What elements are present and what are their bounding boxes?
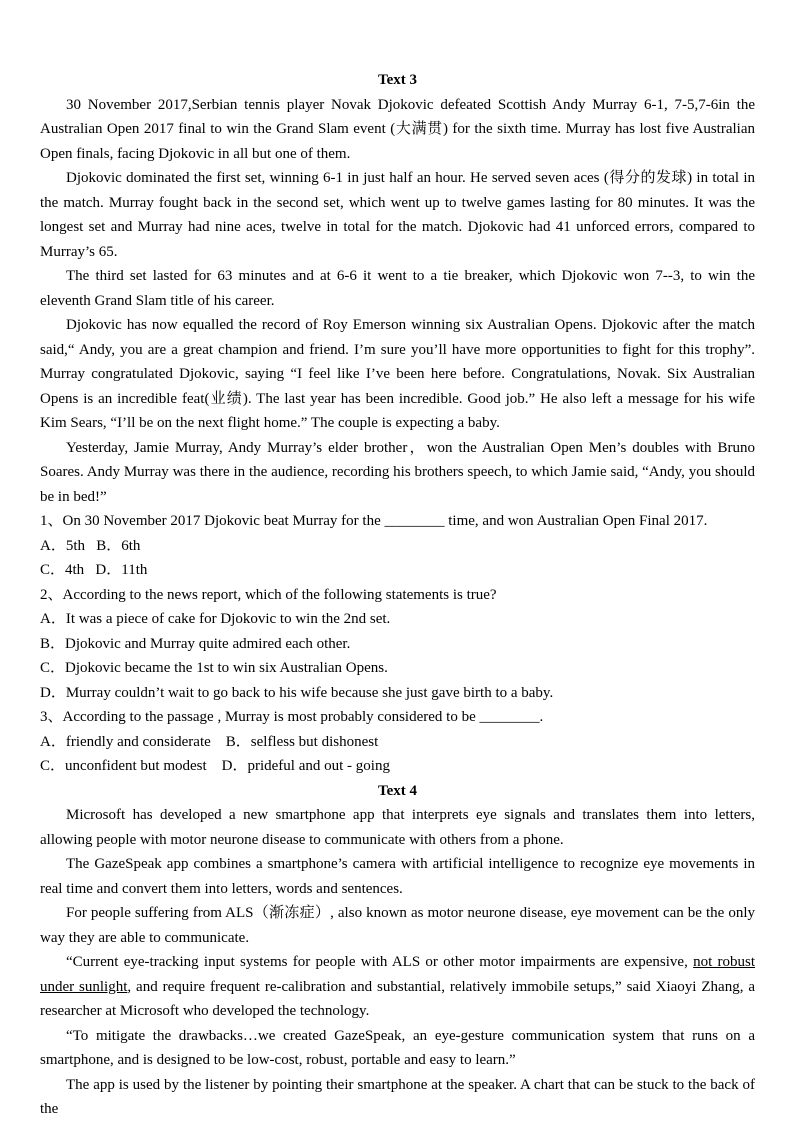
- text3-para-1: 30 November 2017,Serbian tennis player Novak Djokovic defeated Scottish Andy Murray 6-1, 7-5,7-6in the Australian Open 2017 final to win the Grand Slam event (大满贯) for the sixth time. Murray has lost five Australian Open finals, facing Djokovic in all but one of them.: [40, 96, 755, 162]
- text3-para-3: The third set lasted for 63 minutes and at 6-6 it went to a tie breaker, which Djokovic won 7--3, to win the eleventh Grand Slam title of his career.: [40, 268, 755, 309]
- text4-para-3: For people suffering from ALS（渐冻症）, also known as motor neurone disease, eye movement can be the only way they are able to communicate.: [40, 905, 755, 946]
- text3-title: Text 3: [377, 72, 418, 88]
- text4-para-4-pre: “Current eye-tracking input systems for people with ALS or other motor impairments are expensive,: [66, 954, 694, 970]
- question-1-options-ab: A．5th B．6th: [40, 537, 141, 554]
- text3-para-5: Yesterday, Jamie Murray, Andy Murray’s elder brother，won the Australian Open Men’s doubles with Bruno Soares. Andy Murray was there in the audience, recording his brothers speech, to which Jamie said, “Andy, you should be in bed!”: [40, 439, 755, 505]
- question-2-option-b: B．Djokovic and Murray quite admired each other.: [40, 635, 351, 652]
- question-1: 1、On 30 November 2017 Djokovic beat Murray for the ________ time, and won Australian Open Final 2017.: [40, 513, 708, 529]
- question-3-options-cd: C．unconfident but modest D．prideful and out - going: [40, 758, 390, 774]
- text4-para-1: Microsoft has developed a new smartphone app that interprets eye signals and translates them into letters, allowing people with motor neurone disease to communicate with others from a phone.: [40, 807, 755, 848]
- question-1-options-cd: C．4th D．11th: [40, 562, 148, 578]
- text4-para-5: “To mitigate the drawbacks…we created GazeSpeak, an eye-gesture communication system that runs on a smartphone, and is designed to be low-cost, robust, portable and easy to learn.”: [40, 1027, 755, 1068]
- question-2-option-d: D．Murray couldn’t wait to go back to his wife because she just gave birth to a baby.: [40, 684, 554, 701]
- text4-para-6: The app is used by the listener by pointing their smartphone at the speaker. A chart that can be stuck to the back of the: [40, 1076, 755, 1117]
- question-2-option-c: C．Djokovic became the 1st to win six Australian Opens.: [40, 660, 388, 676]
- question-3: 3、According to the passage , Murray is most probably considered to be ________.: [40, 709, 544, 725]
- underlined-phrase: not robust under sunlight: [40, 954, 756, 995]
- text4-para-4-post: , and require frequent re-calibration and substantial, relatively immobile setups,” said Xiaoyi Zhang, a researcher at Microsoft who developed the technology.: [40, 978, 755, 1019]
- question-2: 2、According to the news report, which of the following statements is true?: [40, 586, 497, 603]
- text3-para-4: Djokovic has now equalled the record of Roy Emerson winning six Australian Opens. Djokovic after the match said,“ Andy, you are a great champion and friend. I’m sure you’ll have more opportunities to fight for this trophy”. Murray congratulated Djokovic, saying “I feel like I’ve been here before. Congratulations, Novak. Six Australian Opens is an incredible feat(业绩). The last year has been incredible. Good job.” He also left a message for his wife Kim Sears, “I’ll be on the next flight home.” The couple is expecting a baby.: [40, 317, 755, 431]
- text3-para-2: Djokovic dominated the first set, winning 6-1 in just half an hour. He served seven aces (得分的发球) in total in the match. Murray fought back in the second set, which went up to twelve games lasting for 80 minutes. It was the longest set and Murray had nine aces, twelve in total for the match. Djokovic had 41 unforced errors, compared to Murray’s 65.: [40, 170, 755, 260]
- text4-title: Text 4: [377, 782, 418, 799]
- question-3-options-ab: A．friendly and considerate B．selfless but dishonest: [40, 733, 379, 750]
- text4-para-4: [40, 950, 755, 1024]
- question-2-option-a: A．It was a piece of cake for Djokovic to win the 2nd set.: [40, 611, 391, 627]
- text4-para-2: The GazeSpeak app combines a smartphone’s camera with artificial intelligence to recognize eye movements in real time and convert them into letters, words and sentences.: [40, 856, 755, 897]
